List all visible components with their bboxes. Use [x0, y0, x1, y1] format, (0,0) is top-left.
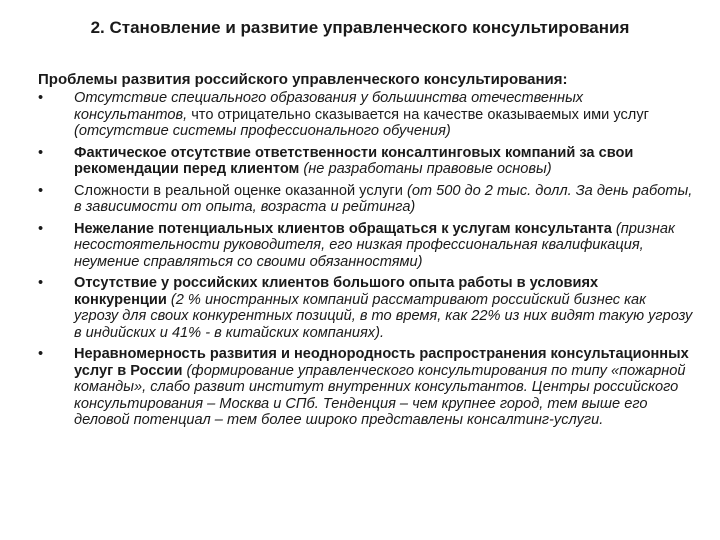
item-note: (не разработаны правовые основы) — [299, 161, 552, 177]
bullet-icon: • — [38, 346, 44, 362]
list-item — [38, 221, 694, 271]
slide-title: 2. Становление и развитие управленческого консультирования — [90, 18, 630, 37]
item-note: (2 % иностранных компаний рассматривают российский бизнес как угрозу для своих конкурентных позиций, в то время, как 22% из них видят такую угрозу в индийских и 41% - в китайских компаниях). — [74, 291, 693, 341]
section-heading: Проблемы развития российского управленческого консультирования: — [38, 71, 568, 88]
item-note: (от 500 до 2 тыс. долл. За день работы, в зависимости от опыта, возраста и рейтинга) — [74, 182, 693, 215]
item-text-bold: Неравномерность развития и неоднородность распространения консультационных услуг в России — [74, 346, 689, 379]
list-item — [38, 275, 694, 341]
item-text-bold: Нежелание потенциальных клиентов обращаться к услугам консультанта — [74, 220, 612, 237]
bullet-icon: • — [38, 220, 44, 237]
item-note: (формирование управленческого консультирования по типу «пожарной команды», слабо развит институт внутренних консультантов. Центры российского консультирования – Москва и СПб. Тенденция – чем крупнее город, тем выше его деловой потенциал – тем более широко представлены консалтинг-услуги. — [74, 362, 686, 428]
item-note: (отсутствие системы профессионального обучения) — [74, 123, 451, 139]
item-text-bold: Фактическое отсутствие ответственности консалтинговых компаний за свои рекомендации перед клиентом — [74, 144, 634, 177]
item-note: (признак несостоятельности руководителя, его низкая профессиональная квалификация, неумение справляться со своими обязанностями) — [74, 220, 675, 270]
bullet-icon: • — [38, 90, 44, 106]
list-item — [38, 346, 694, 429]
list-item — [38, 90, 694, 140]
bullet-icon: • — [38, 182, 44, 199]
problems-list — [38, 90, 694, 429]
list-item — [38, 145, 694, 178]
bullet-icon: • — [38, 275, 44, 291]
item-text: Сложности в реальной оценке оказанной услуги — [74, 182, 403, 199]
slide-content — [38, 70, 694, 434]
bullet-icon: • — [38, 144, 44, 161]
item-text-italic: Отсутствие специального образования у большинства отечественных консультантов, — [74, 90, 584, 123]
list-item — [38, 183, 694, 216]
item-text-bold: Отсутствие у российских клиентов большого опыта работы в условиях конкуренции — [74, 275, 599, 308]
item-text: что отрицательно сказывается на качестве оказываемых ими услуг — [187, 106, 649, 123]
